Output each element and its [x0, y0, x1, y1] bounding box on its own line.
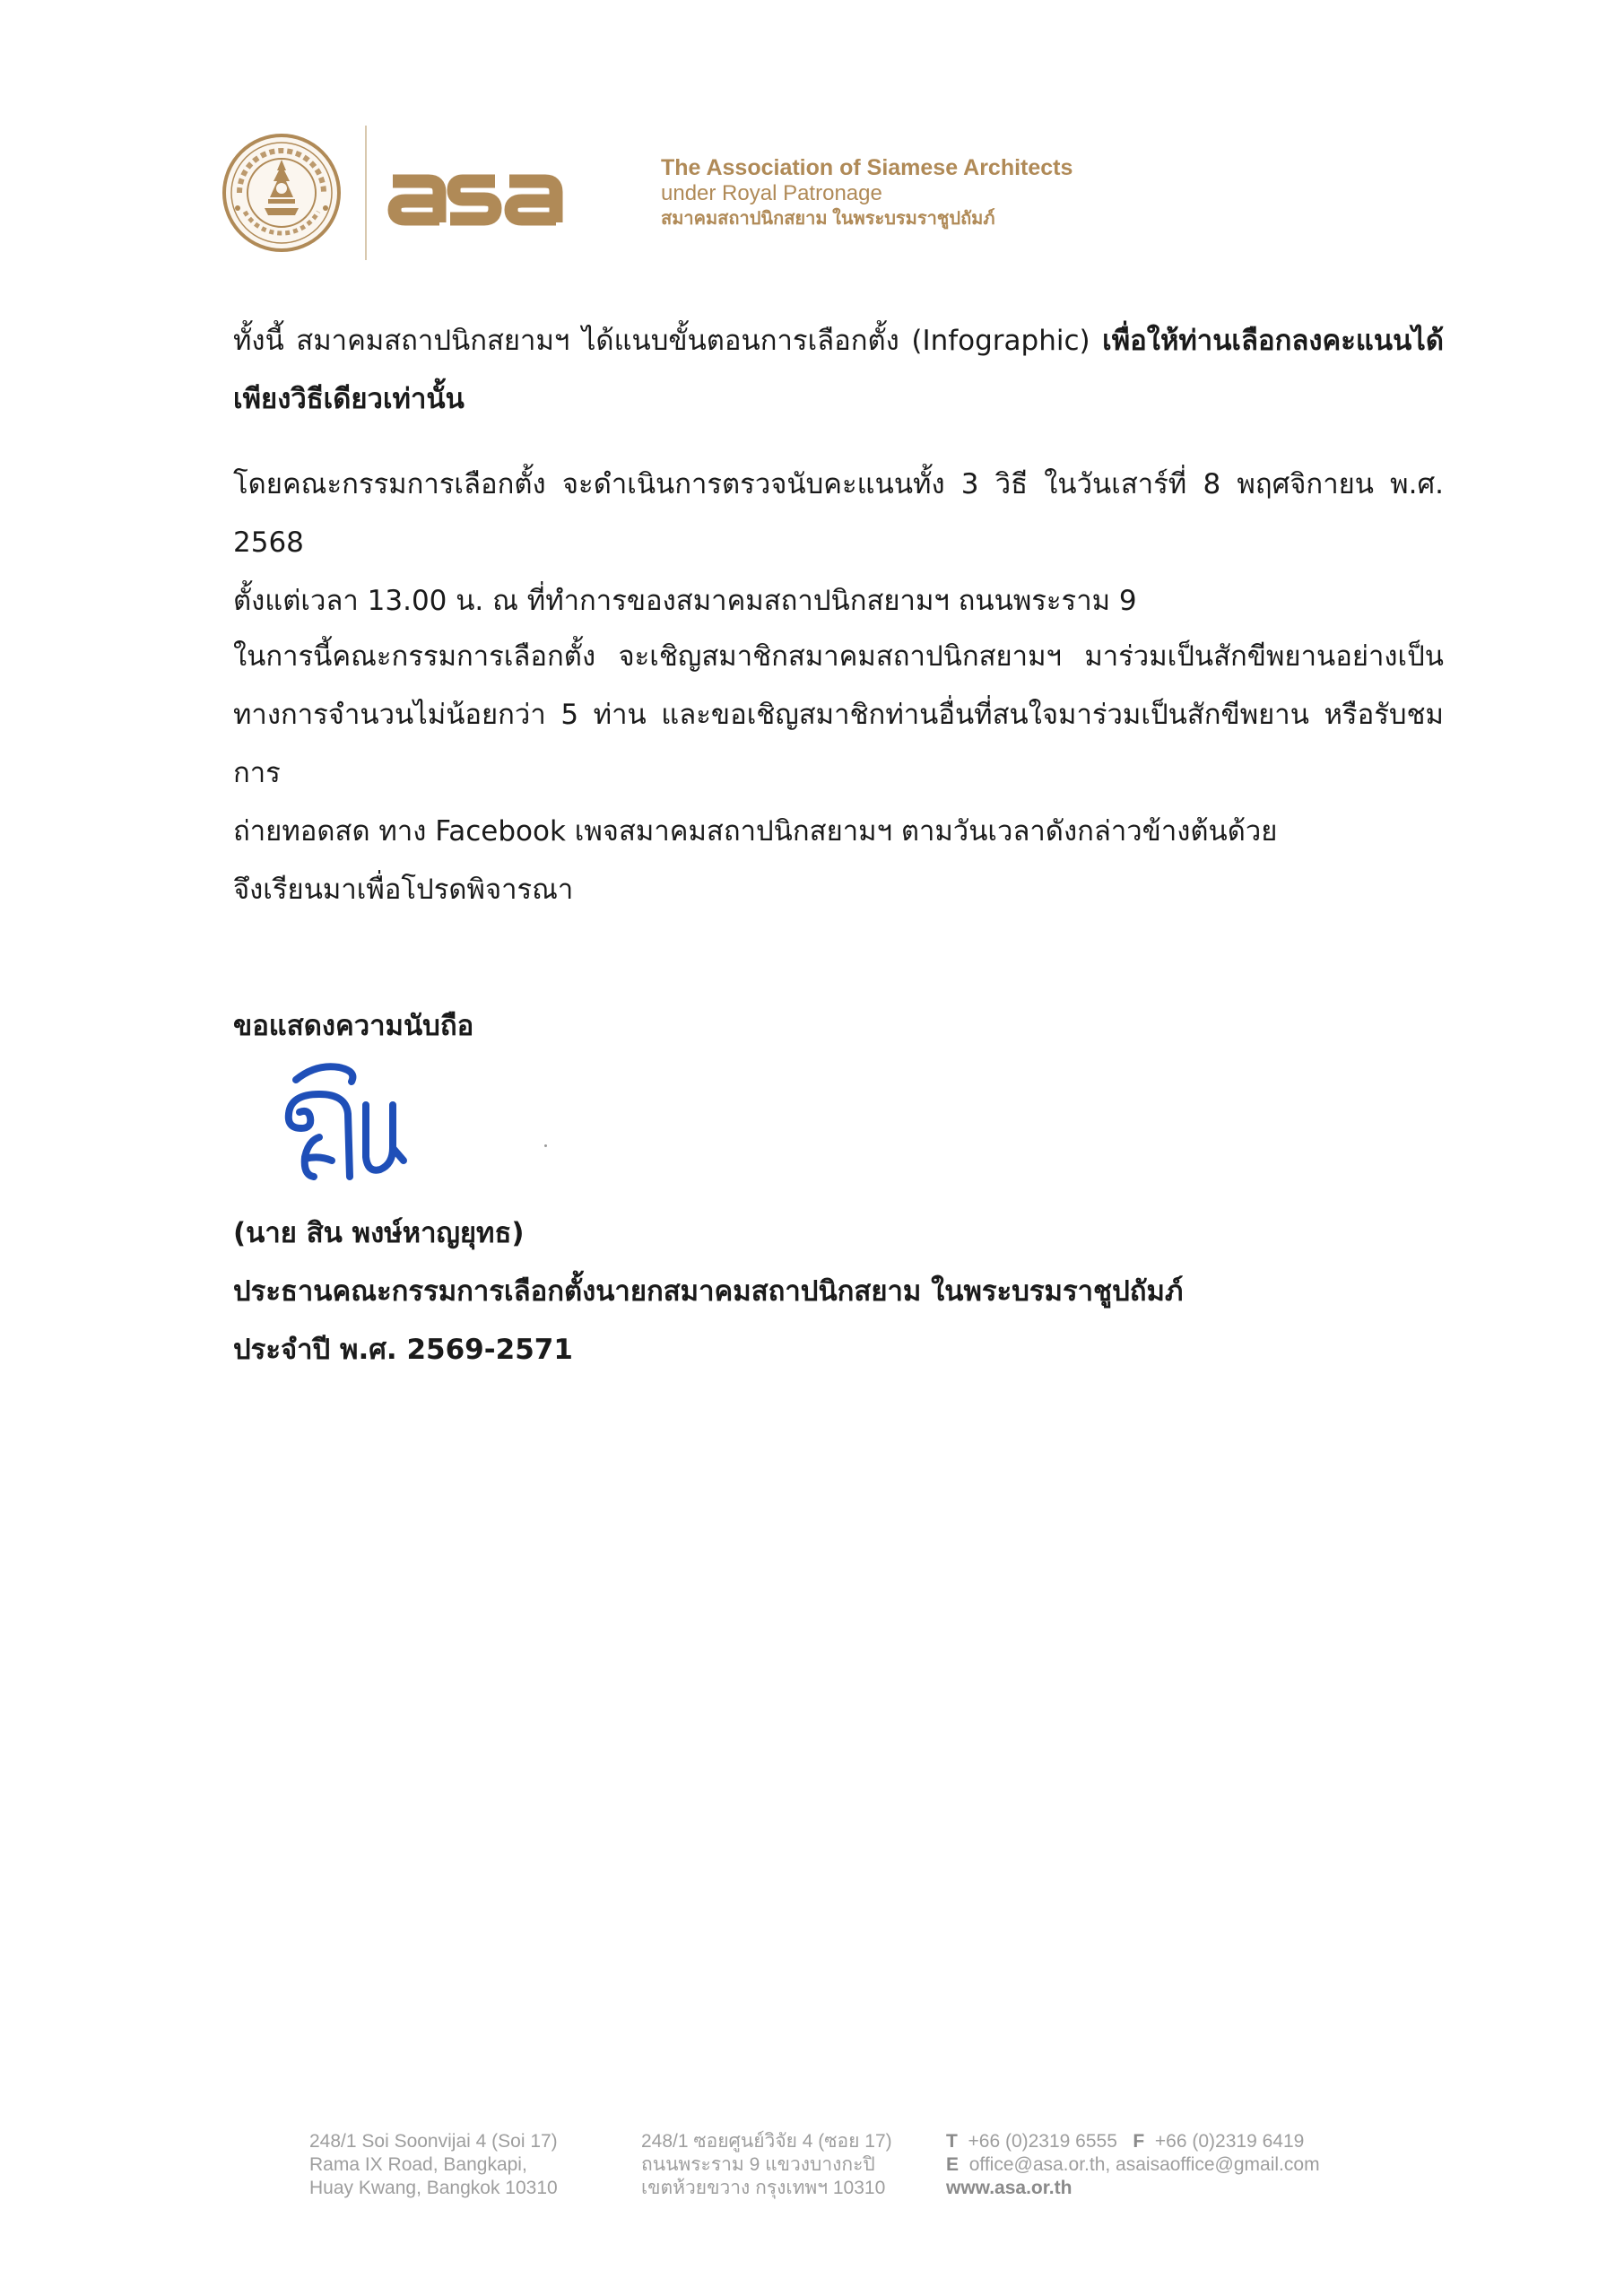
website-link[interactable]: www.asa.or.th	[946, 2178, 1073, 2198]
footer-address-line: Rama IX Road, Bangkapi,	[309, 2154, 527, 2175]
footer-address-line: เขตห้วยขวาง กรุงเทพฯ 10310	[641, 2178, 886, 2198]
letterhead-divider	[365, 126, 367, 260]
footer-address-line: ถนนพระราม 9 แขวงบางกะปิ	[641, 2154, 875, 2175]
paragraph-line: ทางการจำนวนไม่น้อยกว่า 5 ท่าน และขอเชิญสมาชิกท่านอื่นที่สนใจมาร่วมเป็นสักขีพยาน หรือรับชมการ	[233, 699, 1444, 789]
association-name-en-sub: under Royal Patronage	[661, 181, 882, 205]
association-name-th: สมาคมสถาปนิกสยาม ในพระบรมราชูปถัมภ์	[661, 209, 995, 229]
tel-number[interactable]: +66 (0)2319 6555	[968, 2131, 1117, 2152]
email-address[interactable]: office@asa.or.th, asaisaoffice@gmail.com	[968, 2154, 1320, 2175]
paragraph-vote-count	[233, 456, 1444, 631]
asa-wordmark-logo	[386, 158, 583, 230]
paragraph-infographic	[233, 312, 1444, 429]
signer-title: ประธานคณะกรรมการเลือกตั้งนายกสมาคมสถาปนิกสยาม ในพระบรมราชูปถัมภ์	[233, 1275, 1184, 1308]
footer-email	[946, 2153, 1320, 2177]
footer-address-line: 248/1 Soi Soonvijai 4 (Soi 17)	[309, 2131, 558, 2152]
paragraph-line: โดยคณะกรรมการเลือกตั้ง จะดำเนินการตรวจนับคะแนนทั้ง 3 วิธี ในวันเสาร์ที่ 8 พฤศจิกายน พ.ศ. 2568	[233, 468, 1444, 559]
footer-address-line: 248/1 ซอยศูนย์วิจัย 4 (ซอย 17)	[641, 2131, 892, 2152]
fax-number: +66 (0)2319 6419	[1154, 2131, 1305, 2152]
letterhead-footer	[0, 2130, 1624, 2211]
tel-label: T	[946, 2131, 958, 2152]
letterhead	[221, 122, 1118, 265]
stray-dot-mark	[544, 1144, 547, 1147]
paragraph-witness-invitation	[233, 628, 1444, 861]
signer-term: ประจำปี พ.ศ. 2569-2571	[233, 1334, 573, 1366]
footer-contact	[946, 2130, 1320, 2200]
paragraph-line: จึงเรียนมาเพื่อโปรดพิจารณา	[233, 874, 574, 906]
footer-address-line: Huay Kwang, Bangkok 10310	[309, 2178, 558, 2198]
closing-salutation	[233, 997, 1444, 1056]
paragraph-line	[233, 312, 1444, 370]
footer-address-th	[641, 2130, 892, 2200]
asa-seal-logo	[221, 122, 342, 264]
paragraph-line: ตั้งแต่เวลา 13.00 น. ณ ที่ทำการของสมาคมสถาปนิกสยามฯ ถนนพระราม 9	[233, 585, 1137, 617]
fax-label: F	[1133, 2131, 1145, 2152]
signer-block	[233, 1205, 1444, 1379]
signer-name: (นาย สิน พงษ์หาญยุทธ)	[233, 1217, 525, 1249]
paragraph-line: ถ่ายทอดสด ทาง Facebook เพจสมาคมสถาปนิกสยามฯ ตามวันเวลาดังกล่าวข้างต้นด้วย	[233, 815, 1278, 848]
paragraph-bold-line: เพียงวิธีเดียวเท่านั้น	[233, 383, 465, 415]
association-name	[661, 154, 1127, 231]
association-name-en: The Association of Siamese Architects	[661, 155, 1073, 180]
footer-phone-fax	[946, 2130, 1320, 2153]
footer-address-en	[309, 2130, 558, 2200]
paragraph-line: ในการนี้คณะกรรมการเลือกตั้ง จะเชิญสมาชิกสมาคมสถาปนิกสยามฯ มาร่วมเป็นสักขีพยานอย่างเป็น	[233, 640, 1444, 673]
paragraph-request	[233, 861, 1444, 919]
paragraph-bold-text: เพื่อให้ท่านเลือกลงคะแนนได้	[1102, 325, 1444, 357]
paragraph-text: ทั้งนี้ สมาคมสถาปนิกสยามฯ ได้แนบขั้นตอนการเลือกตั้ง (Infographic)	[233, 325, 1103, 357]
email-label: E	[946, 2154, 960, 2175]
handwritten-signature	[269, 1058, 421, 1193]
closing-text: ขอแสดงความนับถือ	[233, 1010, 474, 1042]
